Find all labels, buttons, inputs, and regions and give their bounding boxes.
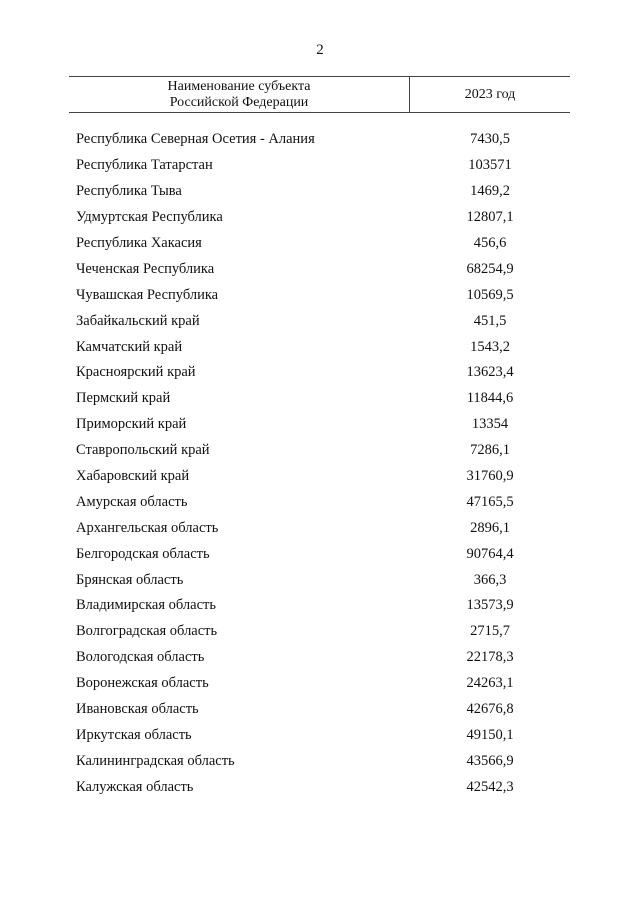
- table-row: [69, 412, 570, 438]
- region-name-cell: Амурская область: [76, 493, 188, 510]
- region-name-cell: Удмуртская Республика: [76, 209, 223, 226]
- region-name-cell: Хабаровский край: [76, 468, 190, 485]
- region-name-cell: Республика Северная Осетия - Алания: [76, 131, 315, 148]
- table-row: [69, 386, 570, 412]
- region-name-cell: Ставропольский край: [76, 442, 210, 459]
- value-cell: 451,5: [473, 312, 507, 329]
- region-name-cell: Вологодская область: [76, 649, 205, 666]
- value-cell: 90764,4: [466, 545, 514, 562]
- table-row: [69, 334, 570, 360]
- table-row: [69, 464, 570, 490]
- table-row: [69, 593, 570, 619]
- table-row: [69, 256, 570, 282]
- header-region-name: [69, 77, 410, 112]
- header-region-name-line1: Наименование субъекта: [167, 79, 311, 94]
- table-row: [69, 515, 570, 541]
- value-cell: 10569,5: [466, 286, 514, 303]
- region-name-cell: Калининградская область: [76, 752, 235, 769]
- header-region-name-line2: Российской Федерации: [169, 95, 309, 110]
- table-row: [69, 697, 570, 723]
- table-row: [69, 308, 570, 334]
- region-name-cell: Республика Хакасия: [76, 235, 202, 251]
- table-body: [69, 127, 570, 800]
- region-name-cell: Республика Тыва: [76, 183, 182, 200]
- region-name-cell: Чеченская Республика: [76, 260, 215, 277]
- value-cell: 103571: [468, 157, 512, 174]
- table-header: [69, 76, 570, 113]
- value-cell: 42676,8: [466, 701, 514, 718]
- value-cell: 1469,2: [470, 183, 510, 200]
- table-row: [69, 438, 570, 464]
- header-year: 2023 год: [464, 86, 516, 102]
- value-cell: 13354: [471, 416, 509, 433]
- region-name-cell: Забайкальский край: [76, 312, 200, 329]
- table-row: [69, 722, 570, 748]
- table-row: [69, 645, 570, 671]
- value-cell: 456,6: [473, 235, 507, 251]
- table-row: [69, 774, 570, 800]
- value-cell: 22178,3: [466, 649, 514, 666]
- table-row: [69, 489, 570, 515]
- region-name-cell: Владимирская область: [76, 597, 216, 614]
- value-cell: 1543,2: [470, 338, 510, 355]
- table-row: [69, 231, 570, 257]
- value-cell: 47165,5: [466, 493, 514, 510]
- value-cell: 7430,5: [470, 131, 510, 148]
- value-cell: 49150,1: [466, 726, 514, 743]
- region-name-cell: Пермский край: [76, 390, 171, 407]
- value-cell: 7286,1: [470, 442, 510, 459]
- value-cell: 2896,1: [470, 519, 510, 536]
- value-cell: 13623,4: [466, 364, 514, 381]
- table-row: [69, 567, 570, 593]
- region-name-cell: Воронежская область: [76, 675, 209, 692]
- table-row: [69, 360, 570, 386]
- value-cell: 366,3: [473, 571, 507, 588]
- region-name-cell: Красноярский край: [76, 364, 196, 381]
- value-cell: 43566,9: [466, 752, 514, 769]
- table-row: [69, 671, 570, 697]
- value-cell: 12807,1: [466, 209, 514, 226]
- table-row: [69, 205, 570, 231]
- region-name-cell: Архангельская область: [76, 519, 219, 536]
- region-name-cell: Калужская область: [76, 778, 194, 795]
- value-cell: 13573,9: [466, 597, 514, 614]
- table-row: [69, 179, 570, 205]
- region-name-cell: Волгоградская область: [76, 623, 218, 640]
- region-name-cell: Ивановская область: [76, 701, 199, 718]
- table-row: [69, 127, 570, 153]
- region-name-cell: Республика Татарстан: [76, 157, 213, 174]
- region-name-cell: Брянская область: [76, 571, 184, 588]
- value-cell: 42542,3: [466, 778, 514, 795]
- value-cell: 68254,9: [466, 260, 514, 277]
- region-name-cell: Иркутская область: [76, 726, 192, 743]
- value-cell: 2715,7: [470, 623, 510, 640]
- region-name-cell: Белгородская область: [76, 545, 210, 562]
- value-cell: 24263,1: [466, 675, 514, 692]
- table-row: [69, 748, 570, 774]
- value-cell: 31760,9: [466, 468, 514, 485]
- region-name-cell: Приморский край: [76, 416, 187, 433]
- value-cell: 11844,6: [466, 390, 514, 407]
- table-row: [69, 282, 570, 308]
- table-row: [69, 619, 570, 645]
- regions-table: [69, 76, 570, 800]
- table-row: [69, 541, 570, 567]
- table-row: [69, 153, 570, 179]
- page-number: 2: [316, 42, 324, 58]
- region-name-cell: Чувашская Республика: [76, 286, 219, 303]
- region-name-cell: Камчатский край: [76, 338, 183, 355]
